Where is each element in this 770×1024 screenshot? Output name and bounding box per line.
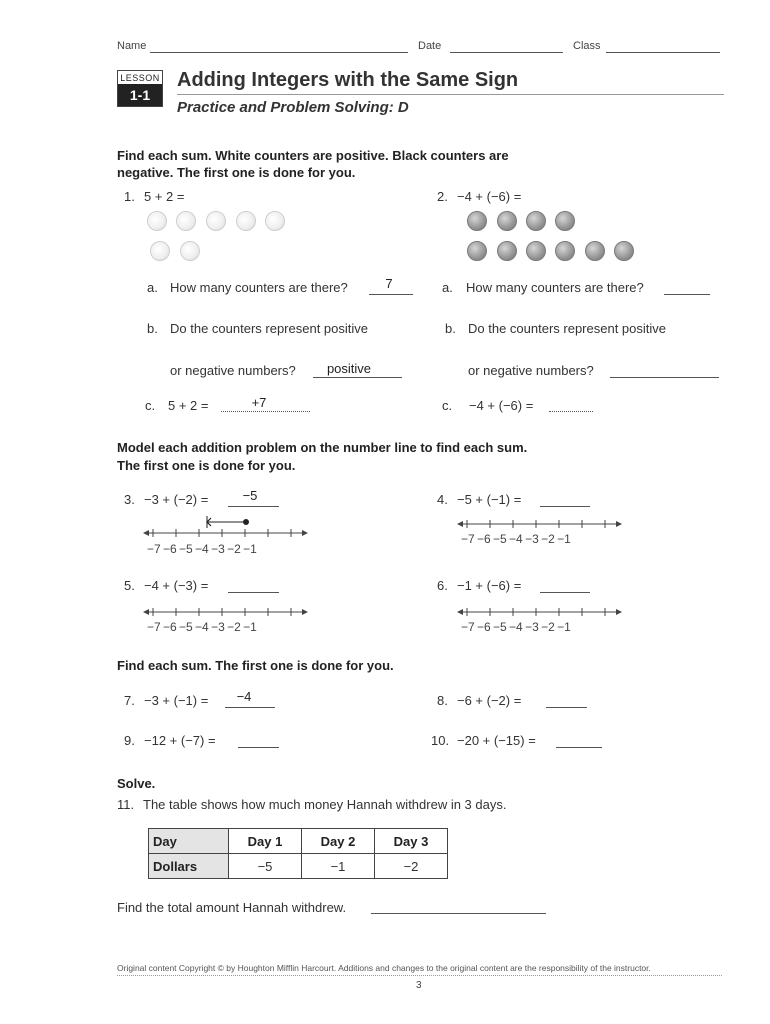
table-cell: −1 [302,854,375,879]
problem-3-number: 3. [124,492,135,507]
p10-answer-line[interactable] [556,747,602,748]
black-counter [614,241,634,261]
table-cell: Day 2 [302,829,375,854]
copyright-notice: Original content Copyright © by Houghton Mifflin Harcourt. Additions and changes to the original content are the responsibility of the instructor. [117,963,651,973]
p1-b-answer-line[interactable] [313,377,402,378]
p3-answer-line[interactable] [228,506,279,507]
p1-c-answer: +7 [251,395,267,410]
white-counter [236,211,256,231]
table-cell: Day 3 [375,829,448,854]
problem-1-expression: 5 + 2 = [144,189,185,204]
p5-answer-line[interactable] [228,592,279,593]
white-counter [206,211,226,231]
white-counter [150,241,170,261]
p2-c-label: c. [442,398,453,413]
table-cell: Day 1 [229,829,302,854]
p1-a-answer-line[interactable] [369,294,413,295]
lesson-badge [117,70,163,107]
number-line-5-labels: −7 −6 −5 −4 −3 −2 −1 [147,620,257,634]
table-cell: −5 [229,854,302,879]
problem-6-number: 6. [437,578,448,593]
white-counter [176,211,196,231]
number-line-3[interactable] [143,511,308,541]
white-counter [147,211,167,231]
problem-3-expression: −3 + (−2) = [144,492,209,507]
section2-instructions-2: The first one is done for you. [117,458,296,473]
lesson-number: 1-1 [118,84,162,106]
lesson-title: Adding Integers with the Same Sign [177,69,519,91]
p7-answer-line[interactable] [225,707,275,708]
problem-7-number: 7. [124,693,135,708]
table-cell: Day [149,829,229,854]
problem-4-expression: −5 + (−1) = [457,492,522,507]
number-line-6[interactable] [457,604,622,620]
section1-instructions-1: Find each sum. White counters are positive. Black counters are [117,148,509,163]
black-counter [526,241,546,261]
problem-10-number: 10. [431,733,450,748]
p2-b-question-1: Do the counters represent positive [468,321,666,336]
p11-prompt: Find the total amount Hannah withdrew. [117,900,347,915]
section2-instructions-1: Model each addition problem on the number line to find each sum. [117,440,528,455]
p1-c-label: c. [145,398,156,413]
table-row [149,829,448,854]
problem-5-number: 5. [124,578,135,593]
section4-heading: Solve. [117,776,156,791]
p1-a-question: How many counters are there? [170,280,348,295]
p1-a-answer: 7 [385,276,393,291]
problem-9-expression: −12 + (−7) = [144,733,216,748]
page-number: 3 [416,980,422,991]
p2-a-label: a. [442,280,453,295]
p2-c-expression: −4 + (−6) = [469,398,534,413]
p6-answer-line[interactable] [540,592,590,593]
black-counter [585,241,605,261]
p2-a-answer-line[interactable] [664,294,710,295]
p7-answer: −4 [236,689,252,704]
lesson-label: LESSON [120,73,160,83]
section3-instructions: Find each sum. The first one is done for you. [117,658,394,673]
p2-b-question-2: or negative numbers? [468,363,594,378]
footer-rule [117,975,722,976]
number-line-4[interactable] [457,516,622,532]
problem-5-expression: −4 + (−3) = [144,578,209,593]
black-counter [467,211,487,231]
black-counter [526,211,546,231]
table-row [149,854,448,879]
problem-9-number: 9. [124,733,135,748]
p3-answer: −5 [242,488,258,503]
name-label: Name [117,40,147,52]
black-counter [467,241,487,261]
white-counter [180,241,200,261]
class-label: Class [573,40,601,52]
date-label: Date [418,40,442,52]
p1-b-question-2: or negative numbers? [170,363,296,378]
p2-a-question: How many counters are there? [466,280,644,295]
black-counter [555,211,575,231]
problem-8-expression: −6 + (−2) = [457,693,522,708]
p8-answer-line[interactable] [546,707,587,708]
p1-c-expression: 5 + 2 = [168,398,209,413]
p1-b-answer: positive [326,361,372,376]
problem-4-number: 4. [437,492,448,507]
class-field[interactable] [606,52,720,53]
problem-2-number: 2. [437,189,448,204]
problem-11-text: The table shows how much money Hannah withdrew in 3 days. [143,797,507,812]
problem-2-expression: −4 + (−6) = [457,189,522,204]
p11-answer-line[interactable] [371,913,546,914]
problem-7-expression: −3 + (−1) = [144,693,209,708]
problem-1-number: 1. [124,189,135,204]
p9-answer-line[interactable] [238,747,279,748]
problem-8-number: 8. [437,693,448,708]
p2-c-answer-line[interactable] [549,411,593,412]
problem-6-expression: −1 + (−6) = [457,578,522,593]
black-counter [555,241,575,261]
p1-c-answer-line[interactable] [221,411,310,412]
p1-a-label: a. [147,280,158,295]
date-field[interactable] [450,52,563,53]
black-counter [497,211,517,231]
section1-instructions-2: negative. The first one is done for you. [117,165,356,180]
title-rule [177,94,724,95]
white-counter [265,211,285,231]
number-line-6-labels: −7 −6 −5 −4 −3 −2 −1 [461,620,571,634]
p2-b-label: b. [445,321,456,336]
problem-11-number: 11. [117,797,135,812]
lesson-subtitle: Practice and Problem Solving: D [177,99,409,116]
p1-b-question-1: Do the counters represent positive [170,321,368,336]
p1-b-label: b. [147,321,158,336]
name-field[interactable] [150,52,408,53]
p2-b-answer-line[interactable] [610,377,719,378]
black-counter [497,241,517,261]
number-line-4-labels: −7 −6 −5 −4 −3 −2 −1 [461,532,571,546]
problem-10-expression: −20 + (−15) = [457,733,536,748]
number-line-5[interactable] [143,604,308,620]
table-cell: Dollars [149,854,229,879]
withdrawal-table [148,828,448,879]
table-cell: −2 [375,854,448,879]
p4-answer-line[interactable] [540,506,590,507]
number-line-3-labels: −7 −6 −5 −4 −3 −2 −1 [147,542,257,556]
